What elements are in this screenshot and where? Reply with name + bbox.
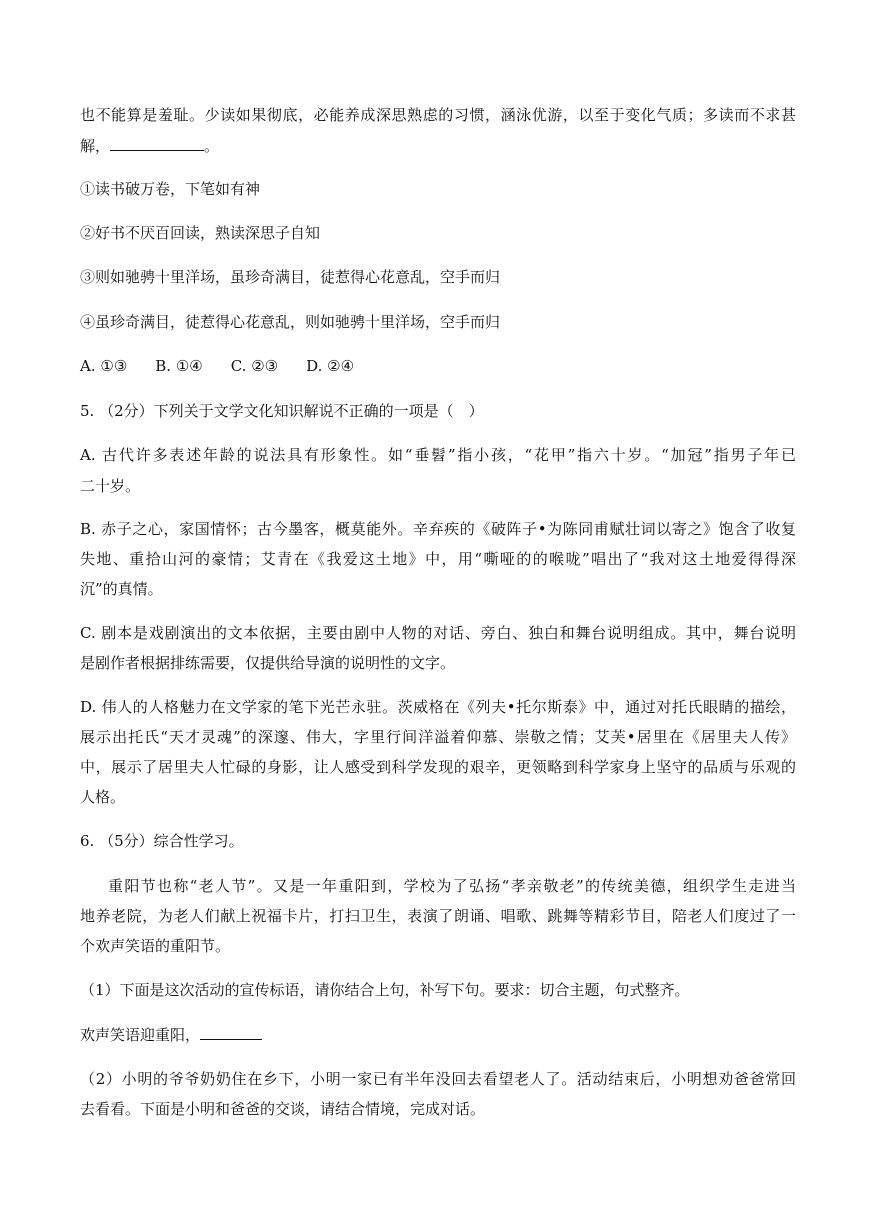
q6-sub1: （1）下面是这次活动的宣传标语，请你结合上句，补写下句。要求：切合主题，句式整齐。 — [80, 981, 690, 999]
answer-blank[interactable] — [110, 136, 204, 151]
q6-sub2-line-1: （2）小明的爷爷奶奶住在乡下，小明一家已有半年没回去看望老人了。活动结束后，小明想劝爸爸常回 — [80, 1070, 796, 1088]
q5-option-c-line-1: C. 剧本是戏剧演出的文本依据，主要由剧中人物的对话、旁白、独白和舞台说明组成。其中，舞台说明 — [80, 624, 796, 642]
q4-option-a[interactable]: A. ①③ — [80, 357, 128, 375]
q6-para-line-1: 重阳节也称“老人节”。又是一年重阳到，学校为了弘扬“孝亲敬老”的传统美德，组织学生走进当 — [108, 877, 796, 895]
q5-option-d-line-3: 中，展示了居里夫人忙碌的身影，让人感受到科学发现的艰辛，更领略到科学家身上坚守的品质与乐观的 — [80, 758, 796, 776]
q4-option-d[interactable]: D. ②④ — [306, 357, 355, 375]
q5-option-d-line-2: 展示出托氏“天才灵魂”的深邃、伟大，字里行间洋溢着仰慕、崇敬之情；艾芙•居里在《居里夫人传》 — [80, 728, 796, 746]
q4-item-1: ①读书破万卷，下笔如有神 — [80, 180, 261, 198]
q6-para-line-3: 个欢声笑语的重阳节。 — [80, 937, 231, 955]
q5-option-a-line-1: A. 古代许多表述年龄的说法具有形象性。如“垂髫”指小孩，“花甲”指六十岁。“加冠”指男子年已 — [80, 446, 796, 464]
q4-item-2: ②好书不厌百回读，熟读深思子自知 — [80, 224, 321, 242]
q4-options — [80, 357, 796, 375]
q5-stem: 5. （2分）下列关于文学文化知识解说不正确的一项是（ ） — [80, 402, 484, 420]
q6-sub1-prefix: 欢声笑语迎重阳， — [80, 1026, 201, 1044]
slogan-blank[interactable] — [200, 1025, 262, 1040]
q4-item-3: ③则如驰骋十里洋场，虽珍奇满目，徒惹得心花意乱，空手而归 — [80, 268, 501, 286]
q5-option-d-line-4: 人格。 — [80, 788, 126, 806]
q6-para-line-2: 地养老院，为老人们献上祝福卡片，打扫卫生，表演了朗诵、唱歌、跳舞等精彩节目，陪老人们度过了一 — [80, 907, 796, 925]
passage-line-2 — [80, 136, 796, 155]
q5-option-c-line-2: 是剧作者根据排练需要，仅提供给导演的说明性的文字。 — [80, 654, 456, 672]
q4-option-c[interactable]: C. ②③ — [230, 357, 279, 375]
q4-option-b[interactable]: B. ①④ — [155, 357, 203, 375]
q4-item-4: ④虽珍奇满目，徒惹得心花意乱，则如驰骋十里洋场，空手而归 — [80, 313, 501, 331]
passage-line-1: 也不能算是羞耻。少读如果彻底，必能养成深思熟虑的习惯，涵泳优游，以至于变化气质；多读而不求甚 — [80, 106, 796, 124]
q5-option-b-line-3: 沉”的真情。 — [80, 580, 163, 598]
passage-line-2-suffix: 。 — [204, 137, 220, 155]
q6-stem: 6. （5分）综合性学习。 — [80, 832, 244, 850]
passage-line-2-prefix: 解， — [80, 137, 111, 155]
q6-sub1-answer — [80, 1025, 796, 1044]
q6-sub2-line-2: 去看看。下面是小明和爸爸的交谈，请结合情境，完成对话。 — [80, 1100, 486, 1118]
q5-option-a-line-2: 二十岁。 — [80, 477, 141, 495]
q5-option-b-line-1: B. 赤子之心，家国情怀；古今墨客，概莫能外。辛弃疾的《破阵子•为陈同甫赋壮词以寄之》饱含了收复 — [80, 520, 796, 538]
q5-option-b-line-2: 失地、重拾山河的豪情；艾青在《我爱这土地》中，用“嘶哑的的喉咙”唱出了“我对这土地爱得得深 — [80, 550, 796, 568]
q5-option-d-line-1: D. 伟人的人格魅力在文学家的笔下光芒永驻。茨威格在《列夫•托尔斯泰》中，通过对托氏眼睛的描绘， — [80, 698, 796, 716]
